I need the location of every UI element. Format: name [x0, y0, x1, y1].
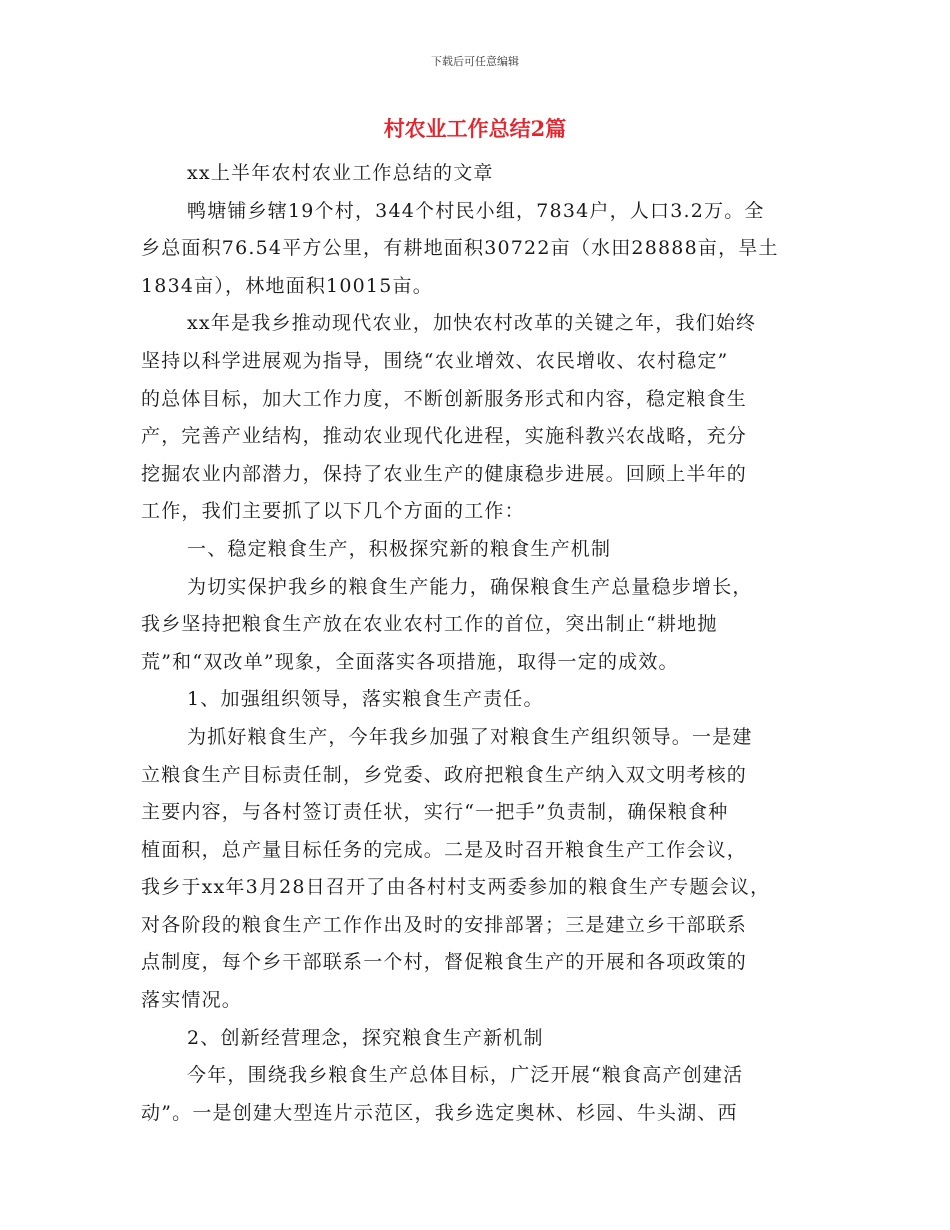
body-text-line: 为抓好粮食生产，今年我乡加强了对粮食生产组织领导。一是建: [187, 725, 753, 748]
body-text-line: 动”。一是创建大型连片示范区，我乡选定奥林、杉园、牛头湖、西: [141, 1101, 738, 1124]
body-text-line: xx上半年农村农业工作总结的文章: [187, 162, 494, 184]
body-text-line: xx年是我乡推动现代农业，加快农村改革的关键之年，我们始终: [187, 312, 757, 335]
body-text-line: 1、加强组织领导，落实粮食生产责任。: [187, 688, 544, 711]
body-text-line: 产，完善产业结构，推动农业现代化进程，实施科教兴农战略，充分: [141, 425, 748, 448]
body-text-line: 点制度，每个乡干部联系一个村，督促粮食生产的开展和各项政策的: [141, 951, 748, 974]
body-text-line: 工作，我们主要抓了以下几个方面的工作：: [141, 500, 525, 523]
page-header-note: 下载后可任意编辑: [431, 55, 519, 68]
body-text-line: 挖掘农业内部潜力，保持了农业生产的健康稳步进展。回顾上半年的: [141, 462, 748, 485]
body-text-line: 立粮食生产目标责任制，乡党委、政府把粮食生产纳入双文明考核的: [141, 763, 748, 786]
body-text-line: 今年，围绕我乡粮食生产总体目标，广泛开展“粮食高产创建活: [187, 1064, 744, 1087]
body-text-line: 落实情况。: [141, 989, 243, 1012]
body-text-line: 坚持以科学进展观为指导，围绕“农业增效、农民增收、农村稳定”: [141, 349, 729, 372]
body-text-line: 2、创新经营理念，探究粮食生产新机制: [187, 1026, 544, 1049]
body-text-line: 荒”和“双改单”现象，全面落实各项措施，取得一定的成效。: [141, 650, 679, 673]
body-text-line: 为切实保护我乡的粮食生产能力，确保粮食生产总量稳步增长，: [187, 575, 753, 598]
body-text-line: 我乡于xx年3月28日召开了由各村村支两委参加的粮食生产专题会议，: [141, 876, 771, 899]
body-text-line: 植面积，总产量目标任务的完成。二是及时召开粮食生产工作会议，: [141, 838, 748, 861]
document-title: 村农业工作总结2篇: [383, 116, 567, 141]
body-text-line: 乡总面积76.54平方公里，有耕地面积30722亩（水田28888亩，旱土: [141, 237, 779, 260]
body-text-line: 我乡坚持把粮食生产放在农业农村工作的首位，突出制止“耕地抛: [141, 613, 718, 636]
body-text-line: 鸭塘铺乡辖19个村，344个村民小组，7834户，人口3.2万。全: [187, 199, 765, 222]
body-text-line: 1834亩），林地面积10015亩。: [141, 274, 433, 297]
body-text-line: 主要内容，与各村签订责任状，实行“一把手”负责制，确保粮食种: [141, 801, 729, 824]
body-text-line: 对各阶段的粮食生产工作作出及时的安排部署；三是建立乡干部联系: [141, 913, 748, 936]
body-text-line: 的总体目标，加大工作力度，不断创新服务形式和内容，稳定粮食生: [141, 387, 748, 410]
body-text-line: 一、稳定粮食生产，积极探究新的粮食生产机制: [187, 537, 612, 560]
document-body: [141, 155, 831, 1132]
